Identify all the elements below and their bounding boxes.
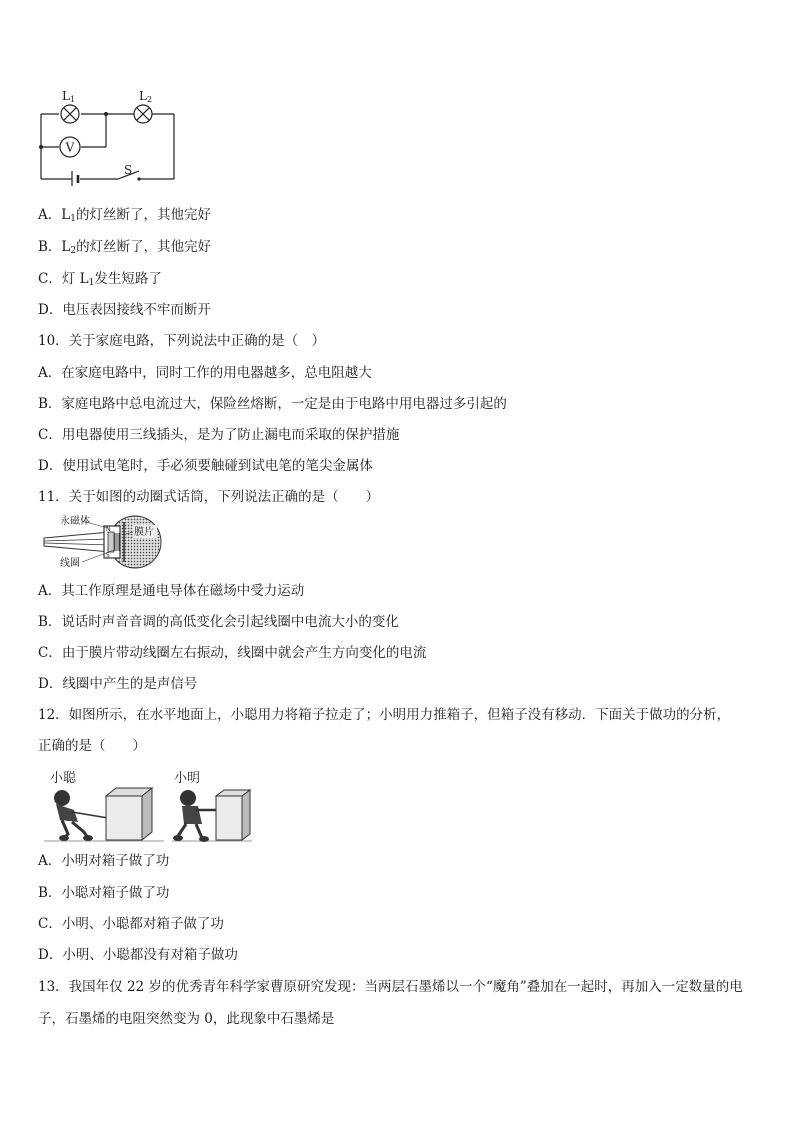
microphone-figure: [40, 512, 164, 572]
q13-stem-line2: 子，石墨烯的电阻突然变为 0，此现象中石墨烯是: [38, 1011, 335, 1027]
q12-option-c: C．小明、小聪都对箱子做了功: [38, 916, 224, 932]
q12-stem-line2: 正确的是（ ）: [38, 738, 146, 754]
q9-option-c: C．灯 $L_1$发生短路了: [38, 271, 162, 288]
right-box: [216, 790, 250, 840]
q11-option-c: C．由于膜片带动线圈左右振动，线圈中就会产生方向变化的电流: [38, 645, 427, 661]
q10-option-a: A．在家庭电路中，同时工作的用电器越多，总电阻越大: [38, 365, 372, 381]
q11-option-d: D．线圈中产生的是声信号: [38, 676, 198, 692]
xiaoming-label: 小明: [174, 771, 201, 786]
lamp-l1-label: L1: [62, 89, 76, 104]
lamp-l2: [134, 105, 152, 123]
xiaoming-figure: [173, 790, 216, 842]
xiaocong-label: 小聪: [50, 771, 77, 786]
magnet-label: 永磁体: [60, 516, 90, 527]
svg-text:S: S: [106, 552, 110, 559]
svg-text:N: N: [106, 526, 111, 533]
q10-option-c: C．用电器使用三线插头，是为了防止漏电而采取的保护措施: [38, 427, 400, 443]
q12-option-d: D．小明、小聪都没有对箱子做功: [38, 947, 238, 963]
q13-stem-line1: 13．我国年仅 22 岁的优秀青年科学家曹原研究发现：当两层石墨烯以一个“魔角”叠加在一起时，再加入一定数量的电: [38, 979, 743, 995]
q9-option-a: A．$L_1$的灯丝断了，其他完好: [38, 207, 211, 224]
coil-label: 线圈: [60, 558, 80, 569]
q12-option-a: A．小明对箱子做了功: [38, 853, 170, 869]
q12-option-b: B．小聪对箱子做了功: [38, 885, 170, 901]
circuit-diagram: [36, 86, 182, 186]
membrane-label: 膜片: [134, 527, 154, 538]
q10-option-b: B．家庭电路中总电流过大，保险丝熔断，一定是由于电路中用电器过多引起的: [38, 396, 507, 412]
q12-stem-line1: 12．如图所示，在水平地面上，小聪用力将箱子拉走了；小明用力推箱子，但箱子没有移动．下面关于做功的分析，: [38, 707, 731, 723]
switch-label: S: [124, 163, 133, 177]
pushing-pulling-figure: [44, 768, 254, 846]
voltmeter-label: V: [65, 140, 75, 155]
xiaocong-figure: [54, 790, 108, 841]
left-box: [106, 788, 152, 840]
q11-option-b: B．说话时声音音调的高低变化会引起线圈中电流大小的变化: [38, 614, 399, 630]
q9-option-d: D．电压表因接线不牢而断开: [38, 302, 211, 318]
q10-option-d: D．使用试电笔时，手必须要触碰到试电笔的笔尖金属体: [38, 458, 373, 474]
lamp-l2-label: L2: [139, 89, 153, 104]
q11-option-a: A．其工作原理是通电导体在磁场中受力运动: [38, 583, 305, 599]
q9-option-b: B．$L_2$的灯丝断了，其他完好: [38, 239, 212, 256]
q11-stem: 11．关于如图的动圈式话筒，下列说法正确的是（ ）: [38, 489, 380, 505]
lamp-l1: [61, 105, 79, 123]
q10-stem: 10．关于家庭电路，下列说法中正确的是（ ）: [38, 333, 326, 349]
